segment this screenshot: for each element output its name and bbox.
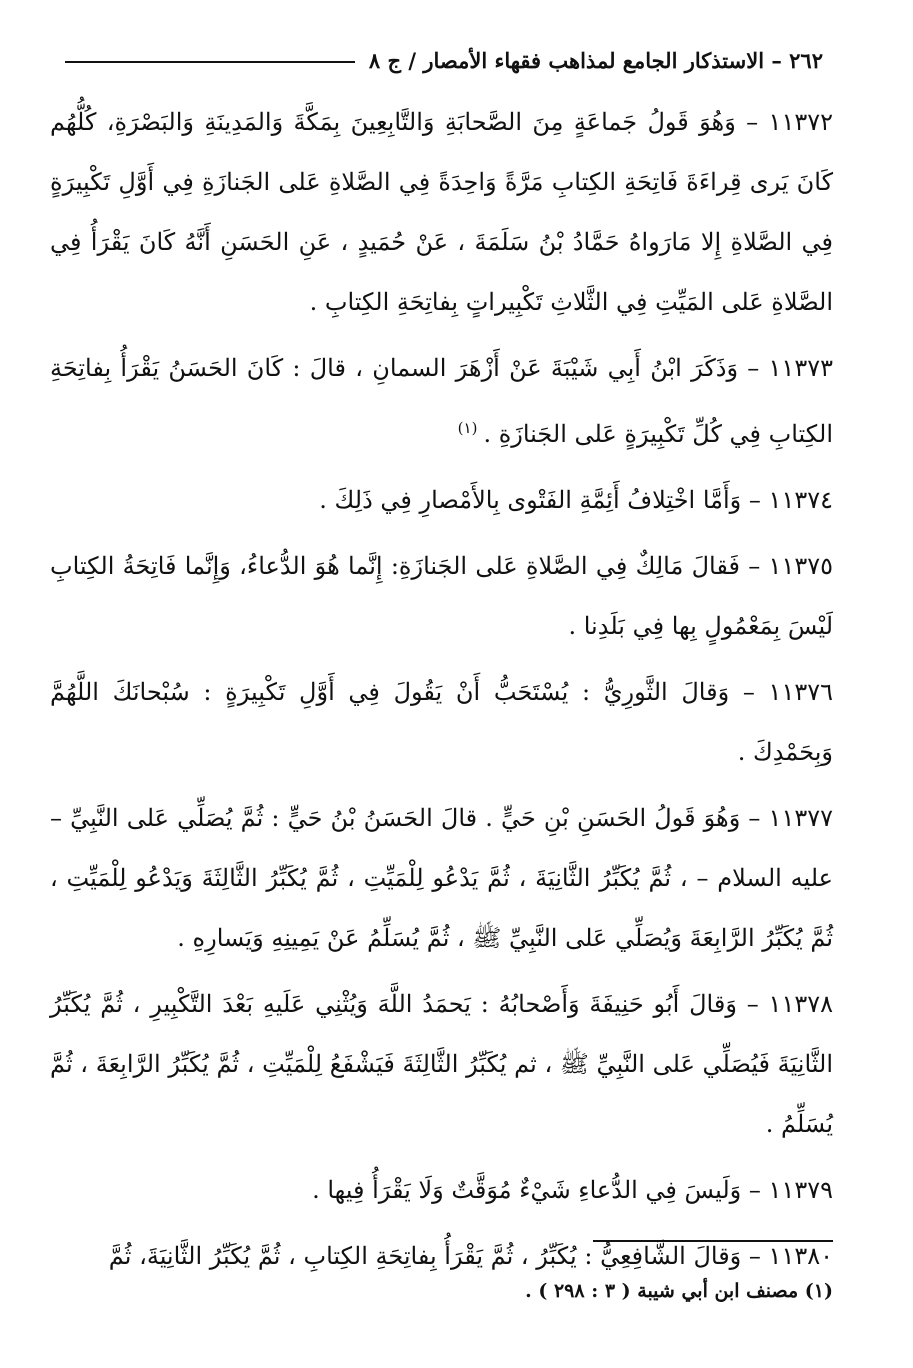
paragraph-text: – وَقالَ الثَّورِيُّ : يُسْتَحَبُّ أَنْ يَقُولَ فِي أَوَّلِ تَكْبِيرَةٍ : سُبْحانَكَ اللَّهُمَّ وَبِحَمْدِكَ . xyxy=(50,678,833,766)
paragraph-11372 xyxy=(50,92,833,332)
paragraph-text: – وَأَمَّا اخْتِلافُ أَئِمَّةِ الفَتْوى بِالأَمْصارِ فِي ذَلِكَ . xyxy=(319,486,761,514)
paragraph-number: ١١٣٧٨ xyxy=(768,990,833,1018)
paragraph-number: ١١٣٧٣ xyxy=(768,354,833,382)
paragraph-text: – وَقالَ أَبُو حَنِيفَةَ وَأَصْحابُهُ : يَحمَدُ اللَّهَ وَيُثْنِي عَلَيهِ بَعْدَ التَّكْبِيرِ ، ثُمَّ يُكَبِّرُ الثَّانِيَةَ فَيُصَلِّي عَلى النَّبِيِّ ﷺ ، ثم يُكَبِّرُ الثَّالِثَةَ فَيَشْفَعُ لِلْمَيِّتِ ، ثُمَّ يُكَبِّرُ الرَّابِعَةَ ، ثُمَّ يُسَلِّمُ . xyxy=(50,990,833,1138)
footnote: (١) مصنف ابن أبي شيبة ( ٣ : ٢٩٨ ) . xyxy=(525,1280,833,1302)
paragraph-text: – وَهُوَ قَولُ الحَسَنِ بْنِ حَيٍّ . قالَ الحَسَنُ بْنُ حَيٍّ : ثُمَّ يُصَلِّي عَلى النَّبِيِّ – عليه السلام – ، ثُمَّ يُكَبِّرُ الثَّانِيَةَ ، ثُمَّ يَدْعُو لِلْمَيِّتِ ، ثُمَّ يُكَبِّرُ الثَّالِثَةَ وَيَدْعُو لِلْمَيِّتِ ، ثُمَّ يُكَبِّرُ الرَّابِعَةَ وَيُصَلِّي عَلى النَّبِيِّ ﷺ ، ثُمَّ يُسَلِّمُ عَنْ يَمِينِهِ وَيَسارِهِ . xyxy=(50,804,833,952)
paragraph-11374 xyxy=(50,470,833,530)
paragraph-text: – فَقالَ مَالِكٌ فِي الصَّلاةِ عَلى الجَنازَةِ: إِنَّما هُوَ الدُّعاءُ، وَإِنَّما فَاتِحَةُ الكِتابِ لَيْسَ بِمَعْمُولٍ بِها فِي بَلَدِنا . xyxy=(50,552,833,640)
page-header xyxy=(65,40,823,80)
paragraph-text: – وَقالَ الشَّافِعِيُّ : يُكَبِّرُ ، ثُمَّ يَقْرَأُ بِفاتِحَةِ الكِتابِ ، ثُمَّ يُكَبِّرُ الثَّانِيَةَ، ثُمَّ xyxy=(108,1242,761,1270)
paragraph-number: ١١٣٧٩ xyxy=(768,1176,833,1204)
running-title: ٢٦٢ – الاستذكار الجامع لمذاهب فقهاء الأمصار / ج ٨ xyxy=(368,47,823,73)
paragraph-11379 xyxy=(50,1160,833,1220)
paragraph-text: – وَلَيسَ فِي الدُّعاءِ شَيْءٌ مُوَقَّتٌ وَلَا يَقْرَأُ فِيها . xyxy=(312,1176,761,1204)
paragraph-11376 xyxy=(50,662,833,782)
paragraph-11373 xyxy=(50,338,833,464)
paragraph-11377 xyxy=(50,788,833,968)
footnote-separator xyxy=(593,1240,833,1242)
paragraph-number: ١١٣٧٦ xyxy=(768,678,833,706)
paragraph-text: – وَذَكَرَ ابْنُ أَبِي شَيْبَةَ عَنْ أَزْهَرَ السمانِ ، قالَ : كَانَ الحَسَنُ يَقْرَأُ بِفاتِحَةِ الكِتابِ فِي كُلِّ تَكْبِيرَةٍ عَلى الجَنازَةِ . xyxy=(50,354,833,448)
paragraph-number: ١١٣٧٤ xyxy=(768,486,833,514)
paragraph-11375 xyxy=(50,536,833,656)
paragraph-number: ١١٣٧٥ xyxy=(768,552,833,580)
paragraph-number: ١١٣٨٠ xyxy=(768,1242,833,1270)
paragraph-number: ١١٣٧٢ xyxy=(768,108,833,136)
paragraph-text: – وَهُوَ قَولُ جَماعَةٍ مِنَ الصَّحابَةِ وَالتَّابِعِينَ بِمَكَّةَ وَالمَدِينَةِ وَالبَصْرَةِ، كُلُّهُم كَانَ يَرى قِراءَةَ فَاتِحَةِ الكِتابِ مَرَّةً وَاحِدَةً فِي الصَّلاةِ عَلى الجَنازَةِ فِي أَوَّلِ تَكْبِيرَةٍ فِي الصَّلاةِ إِلا مَارَواهُ حَمَّادُ بْنُ سَلَمَةَ ، عَنْ حُمَيدٍ ، عَنِ الحَسَنِ أَنَّهُ كَانَ يَقْرَأُ فِي الصَّلاةِ عَلى المَيِّتِ فِي الثَّلاثِ تَكْبِيراتٍ بِفاتِحَةِ الكِتابِ . xyxy=(50,108,833,316)
header-rule xyxy=(65,61,355,63)
paragraph-11378 xyxy=(50,974,833,1154)
paragraph-number: ١١٣٧٧ xyxy=(768,804,833,832)
main-text xyxy=(50,92,833,1292)
footnote-reference: (١) xyxy=(457,419,478,437)
